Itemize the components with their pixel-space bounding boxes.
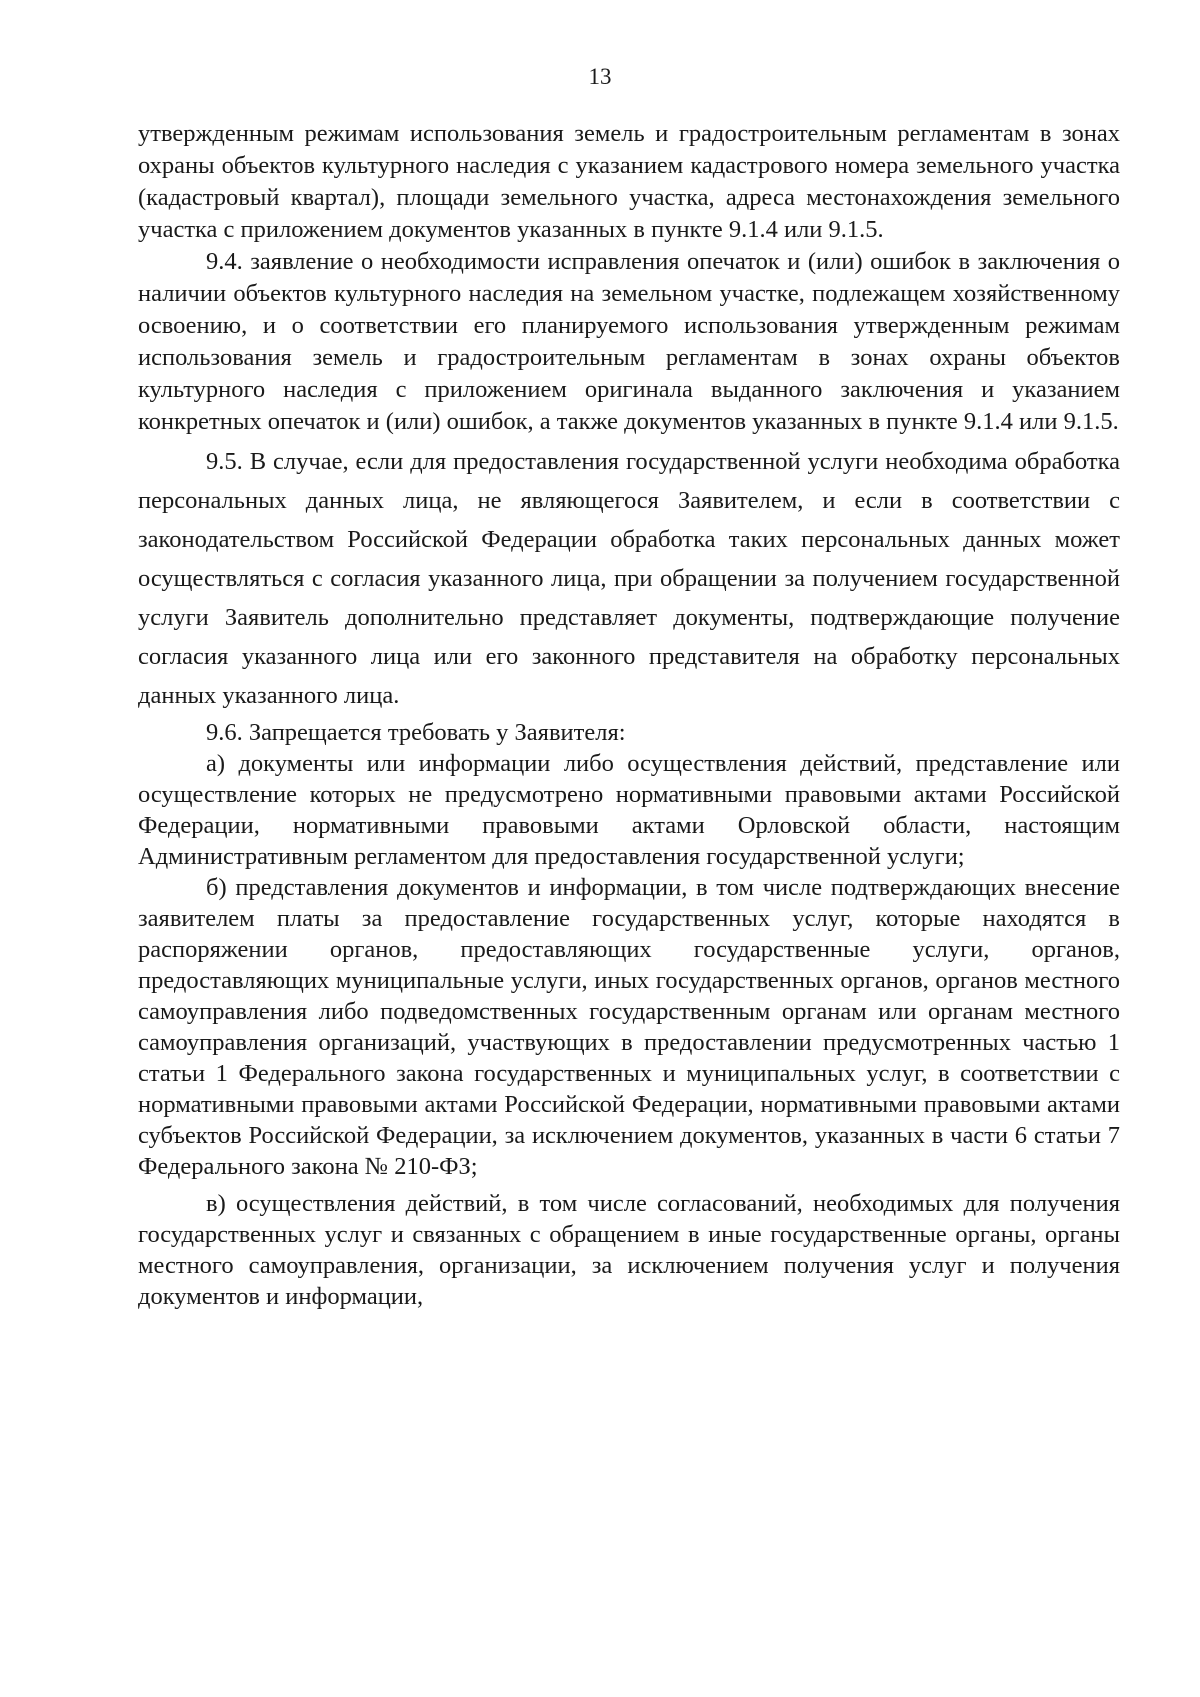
document-body [138,118,1120,1312]
paragraph-9-6-v: в) осуществления действий, в том числе согласований, необходимых для получения государственных услуг и связанных с обращением в иные государственные органы, органы местного самоуправления, организации, за исключением получения услуг и получения документов и информации, [138,1190,1120,1310]
paragraph-9-4: 9.4. заявление о необходимости исправления опечаток и (или) ошибок в заключения о наличии объектов культурного наследия на земельном участке, подлежащем хозяйственному освоению, и о соответствии его планируемого использования утвержденным режимам использования земель и градостроительным регламентам в зонах охраны объектов культурного наследия с приложением оригинала выданного заключения и указанием конкретных опечаток и (или) ошибок, а также документов указанных в пункте 9.1.4 или 9.1.5. [138,248,1120,435]
paragraph-continuation: утвержденным режимам использования земель и градостроительным регламентам в зонах охраны объектов культурного наследия с указанием кадастрового номера земельного участка (кадастровый квартал), площади земельного участка, адреса местонахождения земельного участка с приложением документов указанных в пункте 9.1.4 или 9.1.5. [138,120,1120,243]
paragraph-9-5: 9.5. В случае, если для предоставления государственной услуги необходима обработка персональных данных лица, не являющегося Заявителем, и если в соответствии с законодательством Российской Федерации обработка таких персональных данных может осуществляться с согласия указанного лица, при обращении за получением государственной услуги Заявитель дополнительно представляет документы, подтверждающие получение согласия указанного лица или его законного представителя на обработку персональных данных указанного лица. [138,448,1120,709]
page-number: 13 [588,64,612,89]
paragraph-9-6-b: б) представления документов и информации, в том числе подтверждающих внесение заявителем платы за предоставление государственных услуг, которые находятся в распоряжении органов, предоставляющих государственные услуги, органов, предоставляющих муниципальные услуги, иных государственных органов, органов местного самоуправления либо подведомственных государственным органам или органам местного самоуправления организаций, участвующих в предоставлении предусмотренных частью 1 статьи 1 Федерального закона государственных и муниципальных услуг, в соответствии с нормативными правовыми актами Российской Федерации, нормативными правовыми актами субъектов Российской Федерации, за исключением документов, указанных в части 6 статьи 7 Федерального закона № 210-ФЗ; [138,874,1120,1180]
paragraph-9-6-a: а) документы или информации либо осуществления действий, представление или осуществление которых не предусмотрено нормативными правовыми актами Российской Федерации, нормативными правовыми актами Орловской области, настоящим Административным регламентом для предоставления государственной услуги; [138,750,1120,870]
paragraph-9-6: 9.6. Запрещается требовать у Заявителя: [206,719,626,746]
